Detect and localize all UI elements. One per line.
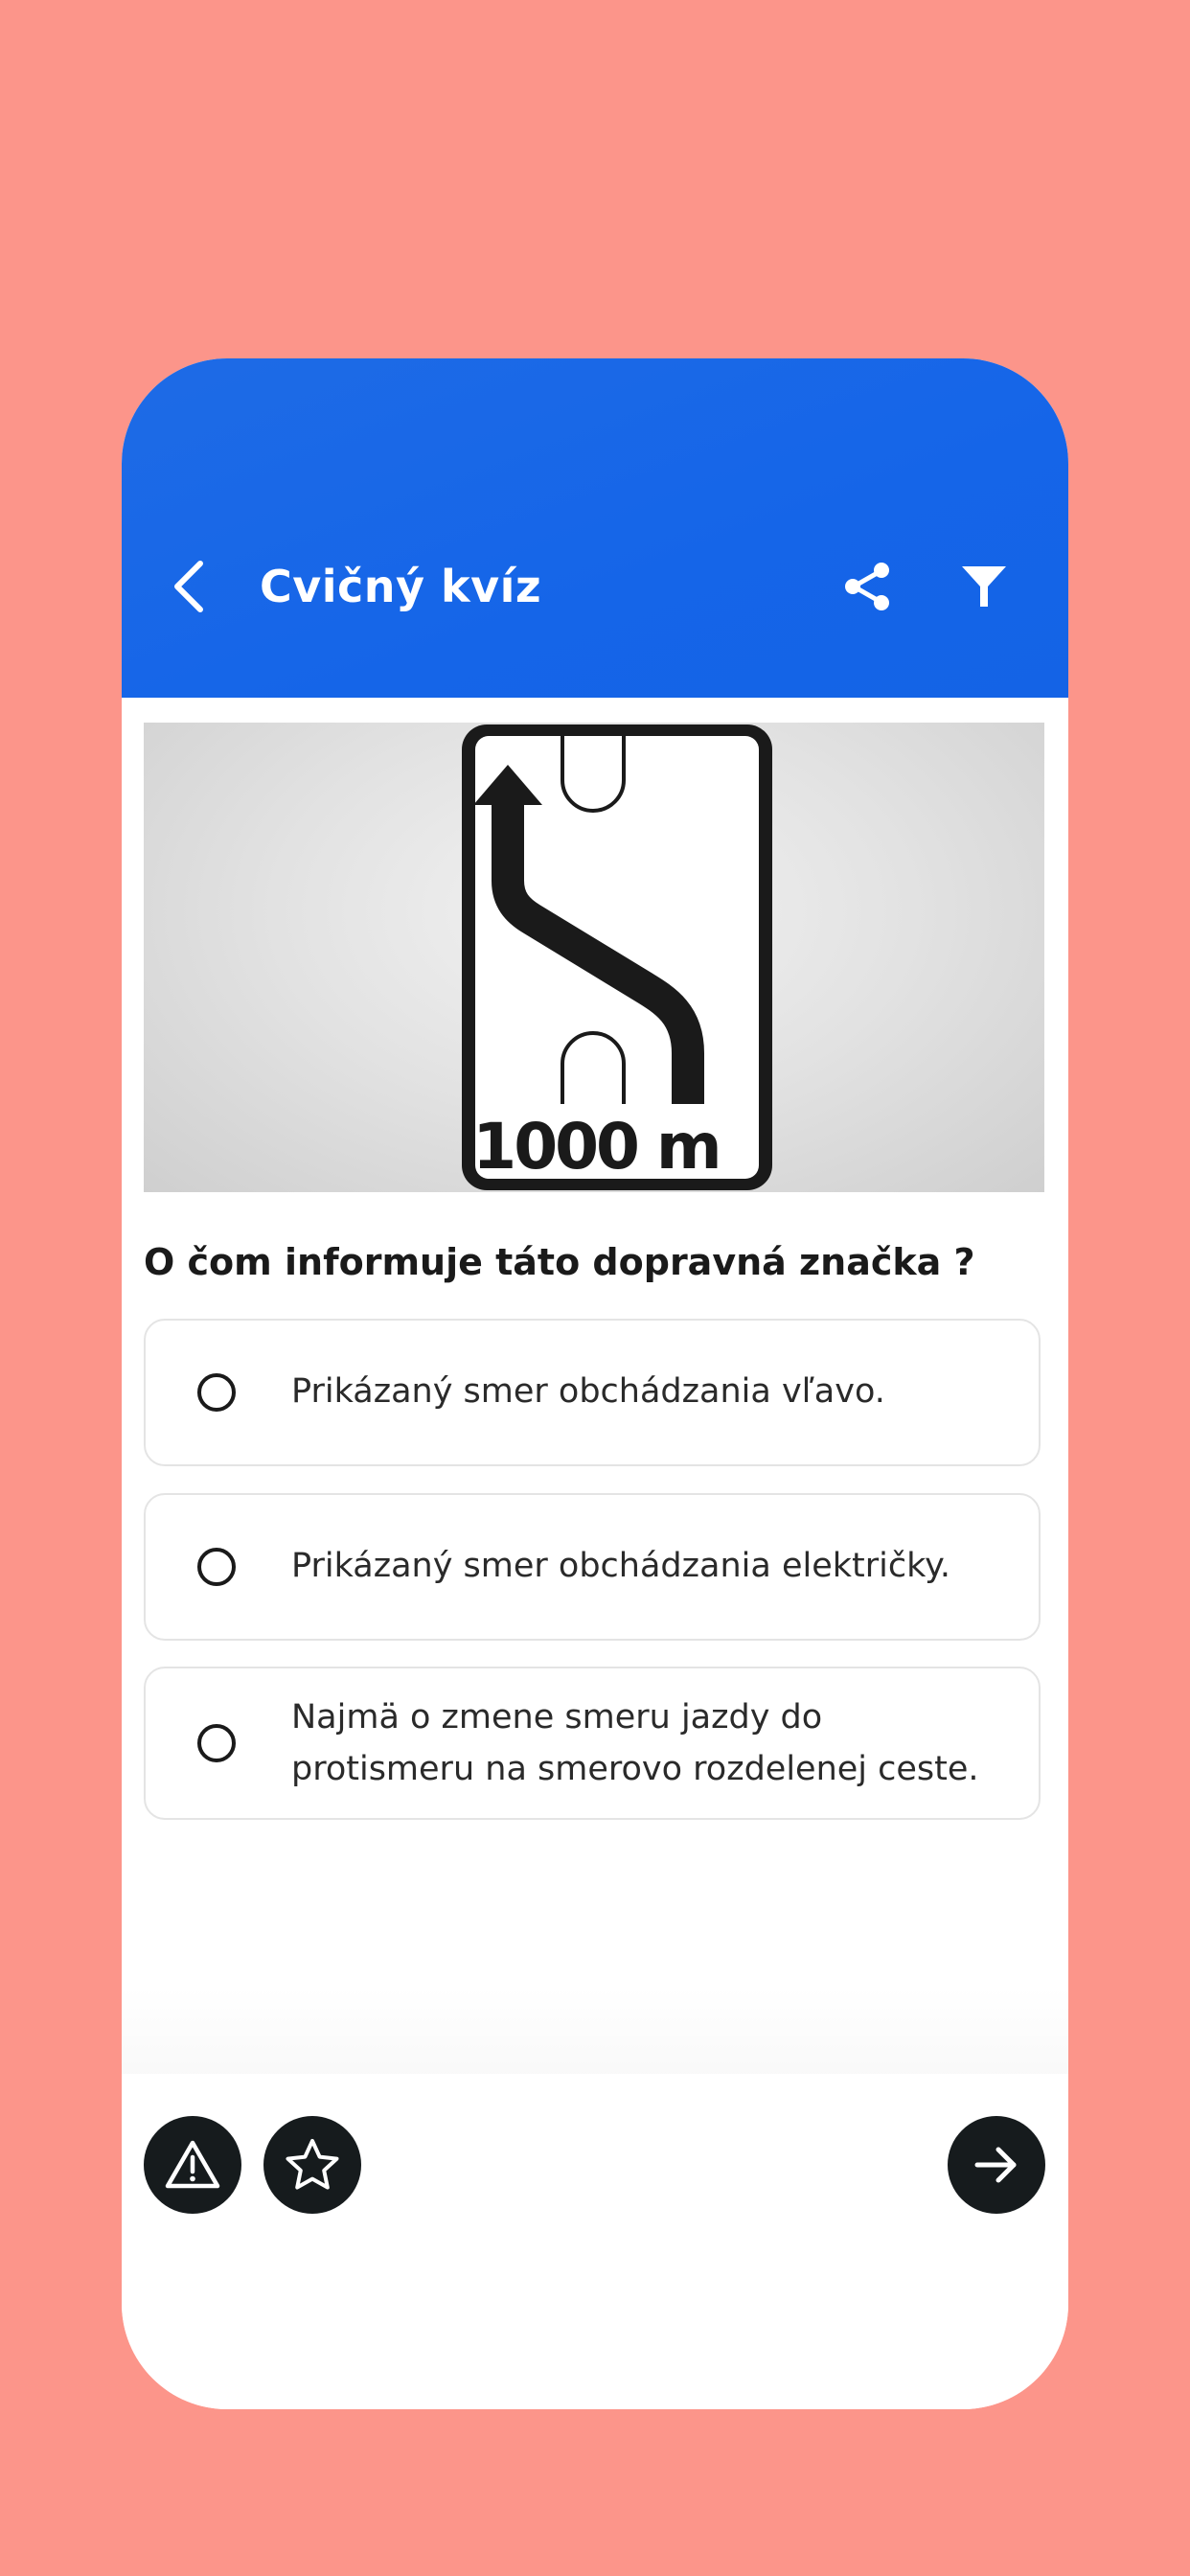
radio-button[interactable]: [197, 1724, 236, 1762]
radio-button[interactable]: [197, 1548, 236, 1586]
answer-option-1[interactable]: [144, 1319, 1041, 1466]
warning-triangle-icon: [164, 2138, 221, 2192]
radio-button[interactable]: [197, 1373, 236, 1412]
answer-option-2[interactable]: [144, 1493, 1041, 1641]
favorite-button[interactable]: [263, 2116, 361, 2214]
share-button[interactable]: [838, 558, 896, 615]
star-icon: [284, 2137, 341, 2193]
back-button[interactable]: [160, 558, 217, 615]
app-header: [122, 358, 1068, 698]
report-button[interactable]: [144, 2116, 241, 2214]
next-button[interactable]: [948, 2116, 1045, 2214]
share-icon: [840, 560, 894, 613]
page-title: Cvičný kvíz: [260, 561, 542, 612]
answer-option-label: Prikázaný smer obchádzania vľavo.: [291, 1372, 885, 1411]
bottom-action-bar: [122, 2074, 1068, 2409]
sign-distance-text: 1000 m: [472, 1110, 720, 1184]
answer-option-3[interactable]: [144, 1667, 1041, 1820]
arrow-right-icon: [972, 2142, 1021, 2188]
filter-icon: [959, 562, 1009, 611]
chevron-left-icon: [170, 560, 208, 613]
filter-button[interactable]: [955, 558, 1013, 615]
answer-option-label: Najmä o zmene smeru jazdy do protismeru na smerovo rozdelenej ceste.: [291, 1698, 979, 1788]
phone-screen: [122, 358, 1068, 2409]
question-text: O čom informuje táto dopravná značka ?: [144, 1241, 975, 1283]
answer-option-label: Prikázaný smer obchádzania električky.: [291, 1547, 950, 1585]
traffic-sign-image: [144, 723, 1044, 1192]
